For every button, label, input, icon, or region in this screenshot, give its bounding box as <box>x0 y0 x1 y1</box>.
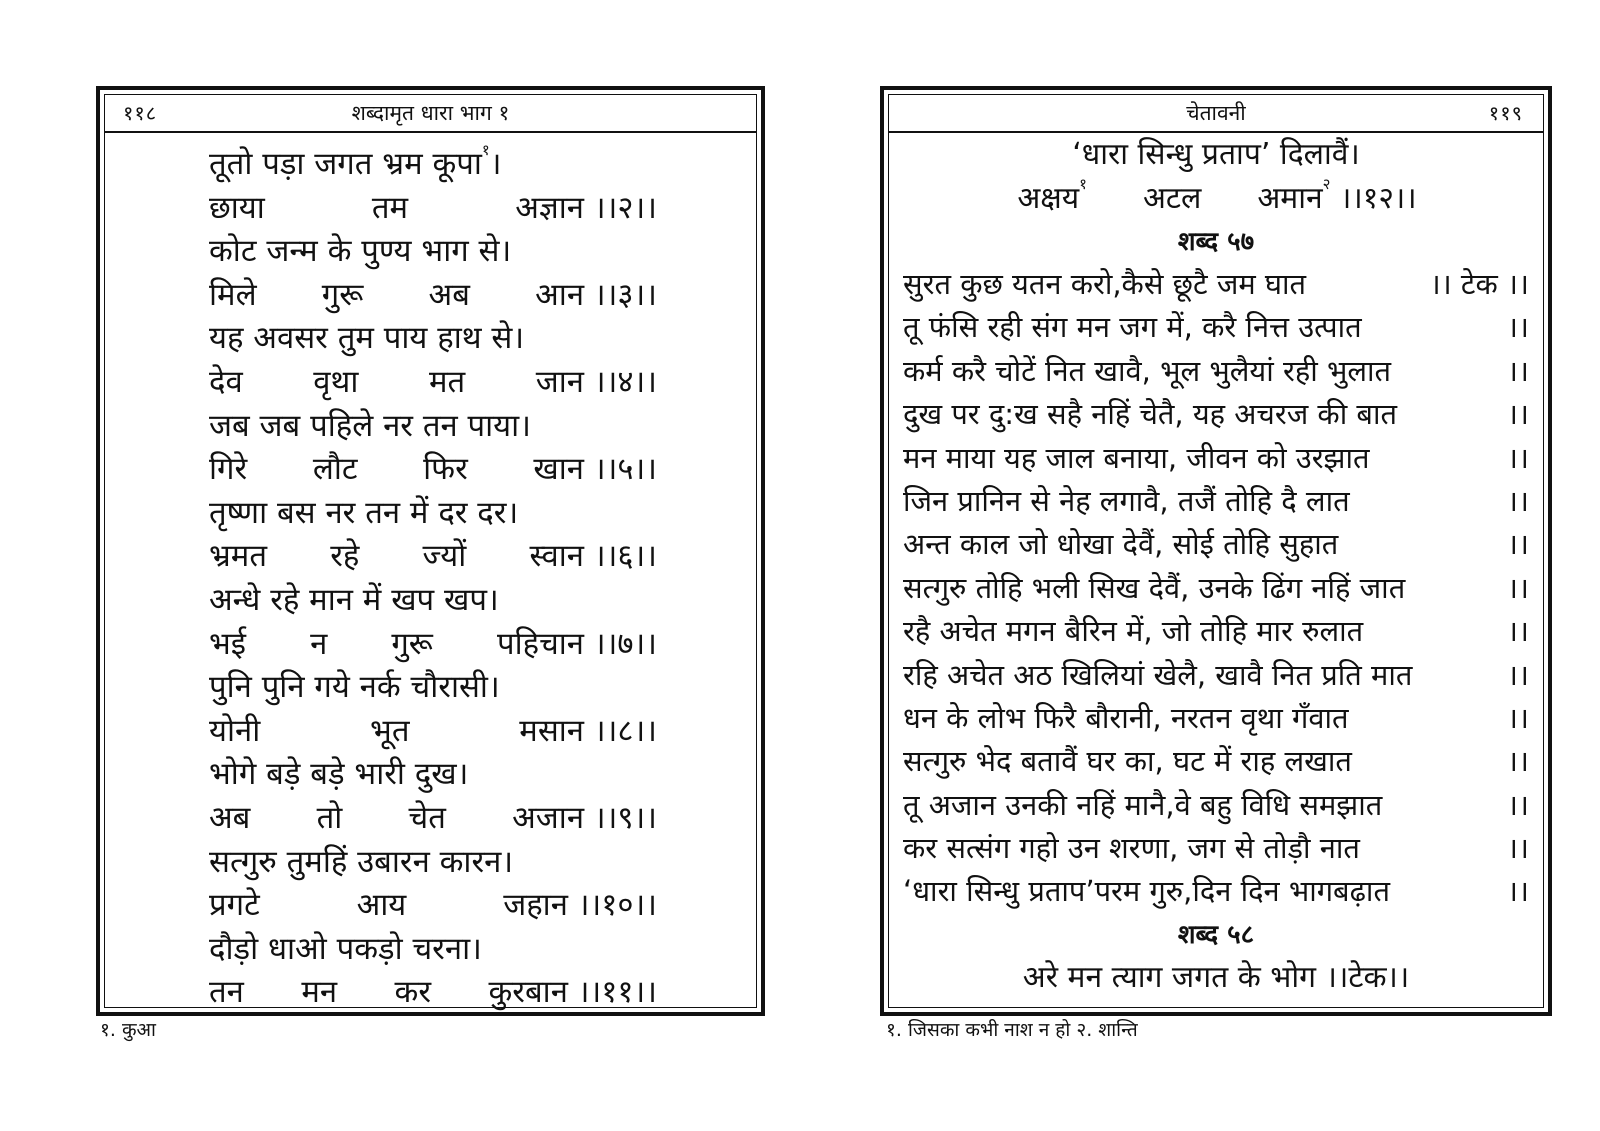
verse-word: न <box>310 625 328 662</box>
verse-line <box>209 448 657 492</box>
verse-line <box>209 405 657 449</box>
verse-end: ।। <box>1507 787 1529 822</box>
footnote-marker: १ <box>1079 175 1087 193</box>
verse-word: भई <box>209 625 247 662</box>
opening-word-text: अटल <box>1142 181 1202 216</box>
verse-line <box>889 610 1543 653</box>
verse-line <box>889 870 1543 913</box>
verse-line <box>209 143 657 187</box>
verse-text: अन्त काल जो धोखा देवैं, सोई तोहि सुहात <box>903 527 1339 562</box>
verse-line <box>889 567 1543 610</box>
verse-word: आय <box>356 887 407 924</box>
verse-line <box>209 230 657 274</box>
verse-line <box>889 480 1543 523</box>
verse-word: चेत <box>408 799 446 836</box>
verse-end: ।। <box>1507 874 1529 909</box>
verse-line <box>209 884 657 928</box>
verse-word: स्वान ।।६।। <box>529 538 657 575</box>
verse-word: गुरू <box>391 625 433 662</box>
verse-word: पहिचान ।।७।। <box>496 625 657 662</box>
verse-text: धन के लोभ फिरै बौरानी, नरतन वृथा गँवात <box>903 700 1349 735</box>
verse-line <box>209 274 657 318</box>
verse-word: मन <box>301 974 338 1011</box>
verse-text: जिन प्रानिन से नेह लगावै, तजैं तोहि दै लात <box>903 483 1350 518</box>
opening-word-text: अमान <box>1257 181 1323 216</box>
verse-text: दुख पर दु:ख सहै नहिं चेतै, यह अचरज की बात <box>903 397 1398 432</box>
right-page-number: ११९ <box>1488 101 1523 125</box>
verse-word: फिर <box>423 451 468 488</box>
verse-end: ।। <box>1507 310 1529 345</box>
opening-word <box>1143 177 1201 221</box>
verse-word: तन <box>209 974 244 1011</box>
verse-line <box>209 797 657 841</box>
verse-word: भूत <box>370 712 410 749</box>
right-verse-list <box>889 263 1543 914</box>
verse-end: ।। <box>1507 570 1529 605</box>
verse-word: लौट <box>312 451 358 488</box>
left-page-title: शब्दामृत धारा भाग १ <box>351 101 510 125</box>
verse-end: ।। <box>1507 440 1529 475</box>
right-page-header <box>889 95 1543 133</box>
verse-text: कर्म करै चोटें नित खावै, भूल भुलैयां रही भुलात <box>903 353 1392 388</box>
verse-end: ।। <box>1507 700 1529 735</box>
verse-text: पुनि पुनि गये नर्क चौरासी। <box>209 669 500 706</box>
verse-text: रहि अचेत अठ खिलियां खेलै, खावै नित प्रति मात <box>903 657 1413 692</box>
opening-line: ‘धारा सिन्धु प्रताप’ दिलावैं। <box>1072 137 1360 172</box>
verse-text: कोट जन्म के पुण्य भाग से। <box>209 233 512 270</box>
verse-text: कर सत्संग गहो उन शरणा, जग से तोड़ौ नात <box>903 831 1360 866</box>
verse-line <box>889 350 1543 393</box>
verse-line <box>209 535 657 579</box>
verse-line <box>209 361 657 405</box>
footnote-marker: १ <box>481 141 490 159</box>
verse-text: भोगे बड़े बड़े भारी दुख। <box>209 756 469 793</box>
verse-word: आन ।।३।। <box>535 276 657 313</box>
verse-word: कुरबान ।।११।। <box>488 974 657 1011</box>
right-page-content <box>889 133 1543 1000</box>
verse-end: ।। <box>1507 614 1529 649</box>
right-page <box>880 86 1552 1016</box>
verse-line <box>209 492 657 536</box>
left-page-frame <box>104 94 757 1011</box>
verse-word: जान ।।४।। <box>535 363 657 400</box>
verse-text: जब जब पहिले नर तन पाया। <box>209 407 531 444</box>
right-page-title: चेतावनी <box>1186 101 1246 125</box>
verse-line <box>209 317 657 361</box>
verse-word: जहान ।।१०।। <box>503 887 657 924</box>
opening-word <box>1257 177 1416 221</box>
shabd-58-heading: शब्द ५८ <box>1177 919 1255 950</box>
opening-word-end: ।।१२।। <box>1330 181 1417 216</box>
verse-word: अब <box>428 276 470 313</box>
verse-end: ।। <box>1507 397 1529 432</box>
verse-text: मन माया यह जाल बनाया, जीवन को उरझात <box>903 440 1370 475</box>
verse-text: तूतो पड़ा जगत भ्रम कूपा <box>209 146 482 182</box>
verse-end: । <box>489 146 502 182</box>
verse-word: खान ।।५।। <box>533 451 657 488</box>
verse-line <box>209 928 657 972</box>
verse-text: दौड़ो धाओ पकड़ो चरना। <box>209 930 482 967</box>
verse-line <box>889 827 1543 870</box>
verse-line <box>889 740 1543 783</box>
verse-line <box>889 654 1543 697</box>
verse-line <box>889 393 1543 436</box>
verse-line <box>889 784 1543 827</box>
verse-word: देव <box>209 363 243 400</box>
verse-text: रहै अचेत मगन बैरिन में, जो तोहि मार रुलात <box>903 614 1364 649</box>
verse-end: ।। <box>1507 657 1529 692</box>
right-page-frame <box>888 94 1544 1008</box>
verse-word: भ्रमत <box>209 538 268 575</box>
verse-text: तू फंसि रही संग मन जग में, करै नित्त उत्पात <box>903 310 1362 345</box>
verse-end: ।। टेक ।। <box>1429 267 1529 301</box>
verse-line <box>889 263 1543 306</box>
right-footnote: १. जिसका कभी नाश न हो २. शान्ति <box>886 1019 1138 1041</box>
verse-text: यह अवसर तुम पाय हाथ से। <box>209 320 525 357</box>
opening-word-text: अक्षय <box>1017 181 1080 216</box>
footnote-marker: २ <box>1322 175 1331 193</box>
verse-text: सत्गुरु तुमहिं उबारन कारन। <box>209 843 514 880</box>
verse-word: मत <box>428 363 466 400</box>
verse-line <box>209 841 657 885</box>
verse-end: ।। <box>1507 483 1529 518</box>
verse-word: मसान ।।८।। <box>519 712 657 749</box>
verse-end: ।। <box>1507 353 1529 388</box>
verse-word: अज्ञान ।।२।। <box>515 189 657 226</box>
closing-line: अरे मन त्याग जगत के भोग ।।टेक।। <box>1022 959 1410 995</box>
verse-text: सत्गुरु भेद बतावैं घर का, घट में राह लखात <box>903 744 1352 779</box>
verse-word: कर <box>394 974 432 1011</box>
verse-text: तू अजान उनकी नहिं मानै,वे बहु विधि समझात <box>903 787 1383 822</box>
left-page-header <box>105 95 756 133</box>
verse-word: योनी <box>209 712 261 749</box>
verse-word: तो <box>316 799 343 836</box>
verse-text: सत्गुरु तोहि भली सिख देवैं, उनके ढिंग नहिं जात <box>903 570 1406 605</box>
verse-line <box>209 710 657 754</box>
verse-word: अब <box>209 799 251 836</box>
verse-word: प्रगटे <box>209 887 260 924</box>
left-verse-list <box>209 143 657 1015</box>
verse-end: ।। <box>1507 744 1529 779</box>
verse-word: रहे <box>330 538 360 575</box>
verse-text: तृष्णा बस नर तन में दर दर। <box>209 494 519 531</box>
verse-line <box>889 306 1543 349</box>
opening-split-line <box>889 177 1543 221</box>
verse-text: अन्धे रहे मान में खप खप। <box>209 581 499 618</box>
verse-text: ‘धारा सिन्धु प्रताप’परम गुरु,दिन दिन भागबढ़ात <box>903 874 1390 909</box>
verse-word: तम <box>371 189 409 226</box>
verse-line <box>209 666 657 710</box>
verse-text: सुरत कुछ यतन करो,कैसे छूटै जम घात <box>903 267 1307 301</box>
verse-word: अजान ।।९।। <box>512 799 657 836</box>
verse-word: गिरे <box>209 451 248 488</box>
verse-word: छाया <box>209 189 265 226</box>
shabd-57-heading: शब्द ५७ <box>1177 227 1255 257</box>
left-page <box>96 86 765 1016</box>
opening-word <box>1017 177 1087 221</box>
left-page-number: ११८ <box>123 101 158 125</box>
verse-line <box>209 187 657 231</box>
verse-line <box>889 523 1543 566</box>
verse-line <box>209 623 657 667</box>
verse-word: ज्यों <box>422 538 467 575</box>
verse-line <box>889 697 1543 740</box>
verse-word: मिले <box>209 276 257 313</box>
left-footnote: १. कुआ <box>100 1019 156 1041</box>
verse-line <box>209 579 657 623</box>
verse-line <box>889 437 1543 480</box>
verse-end: ।। <box>1507 831 1529 866</box>
verse-line <box>209 753 657 797</box>
verse-end: ।। <box>1507 527 1529 562</box>
verse-word: वृथा <box>313 363 359 400</box>
verse-line <box>209 971 657 1015</box>
verse-word: गुरू <box>321 276 364 313</box>
